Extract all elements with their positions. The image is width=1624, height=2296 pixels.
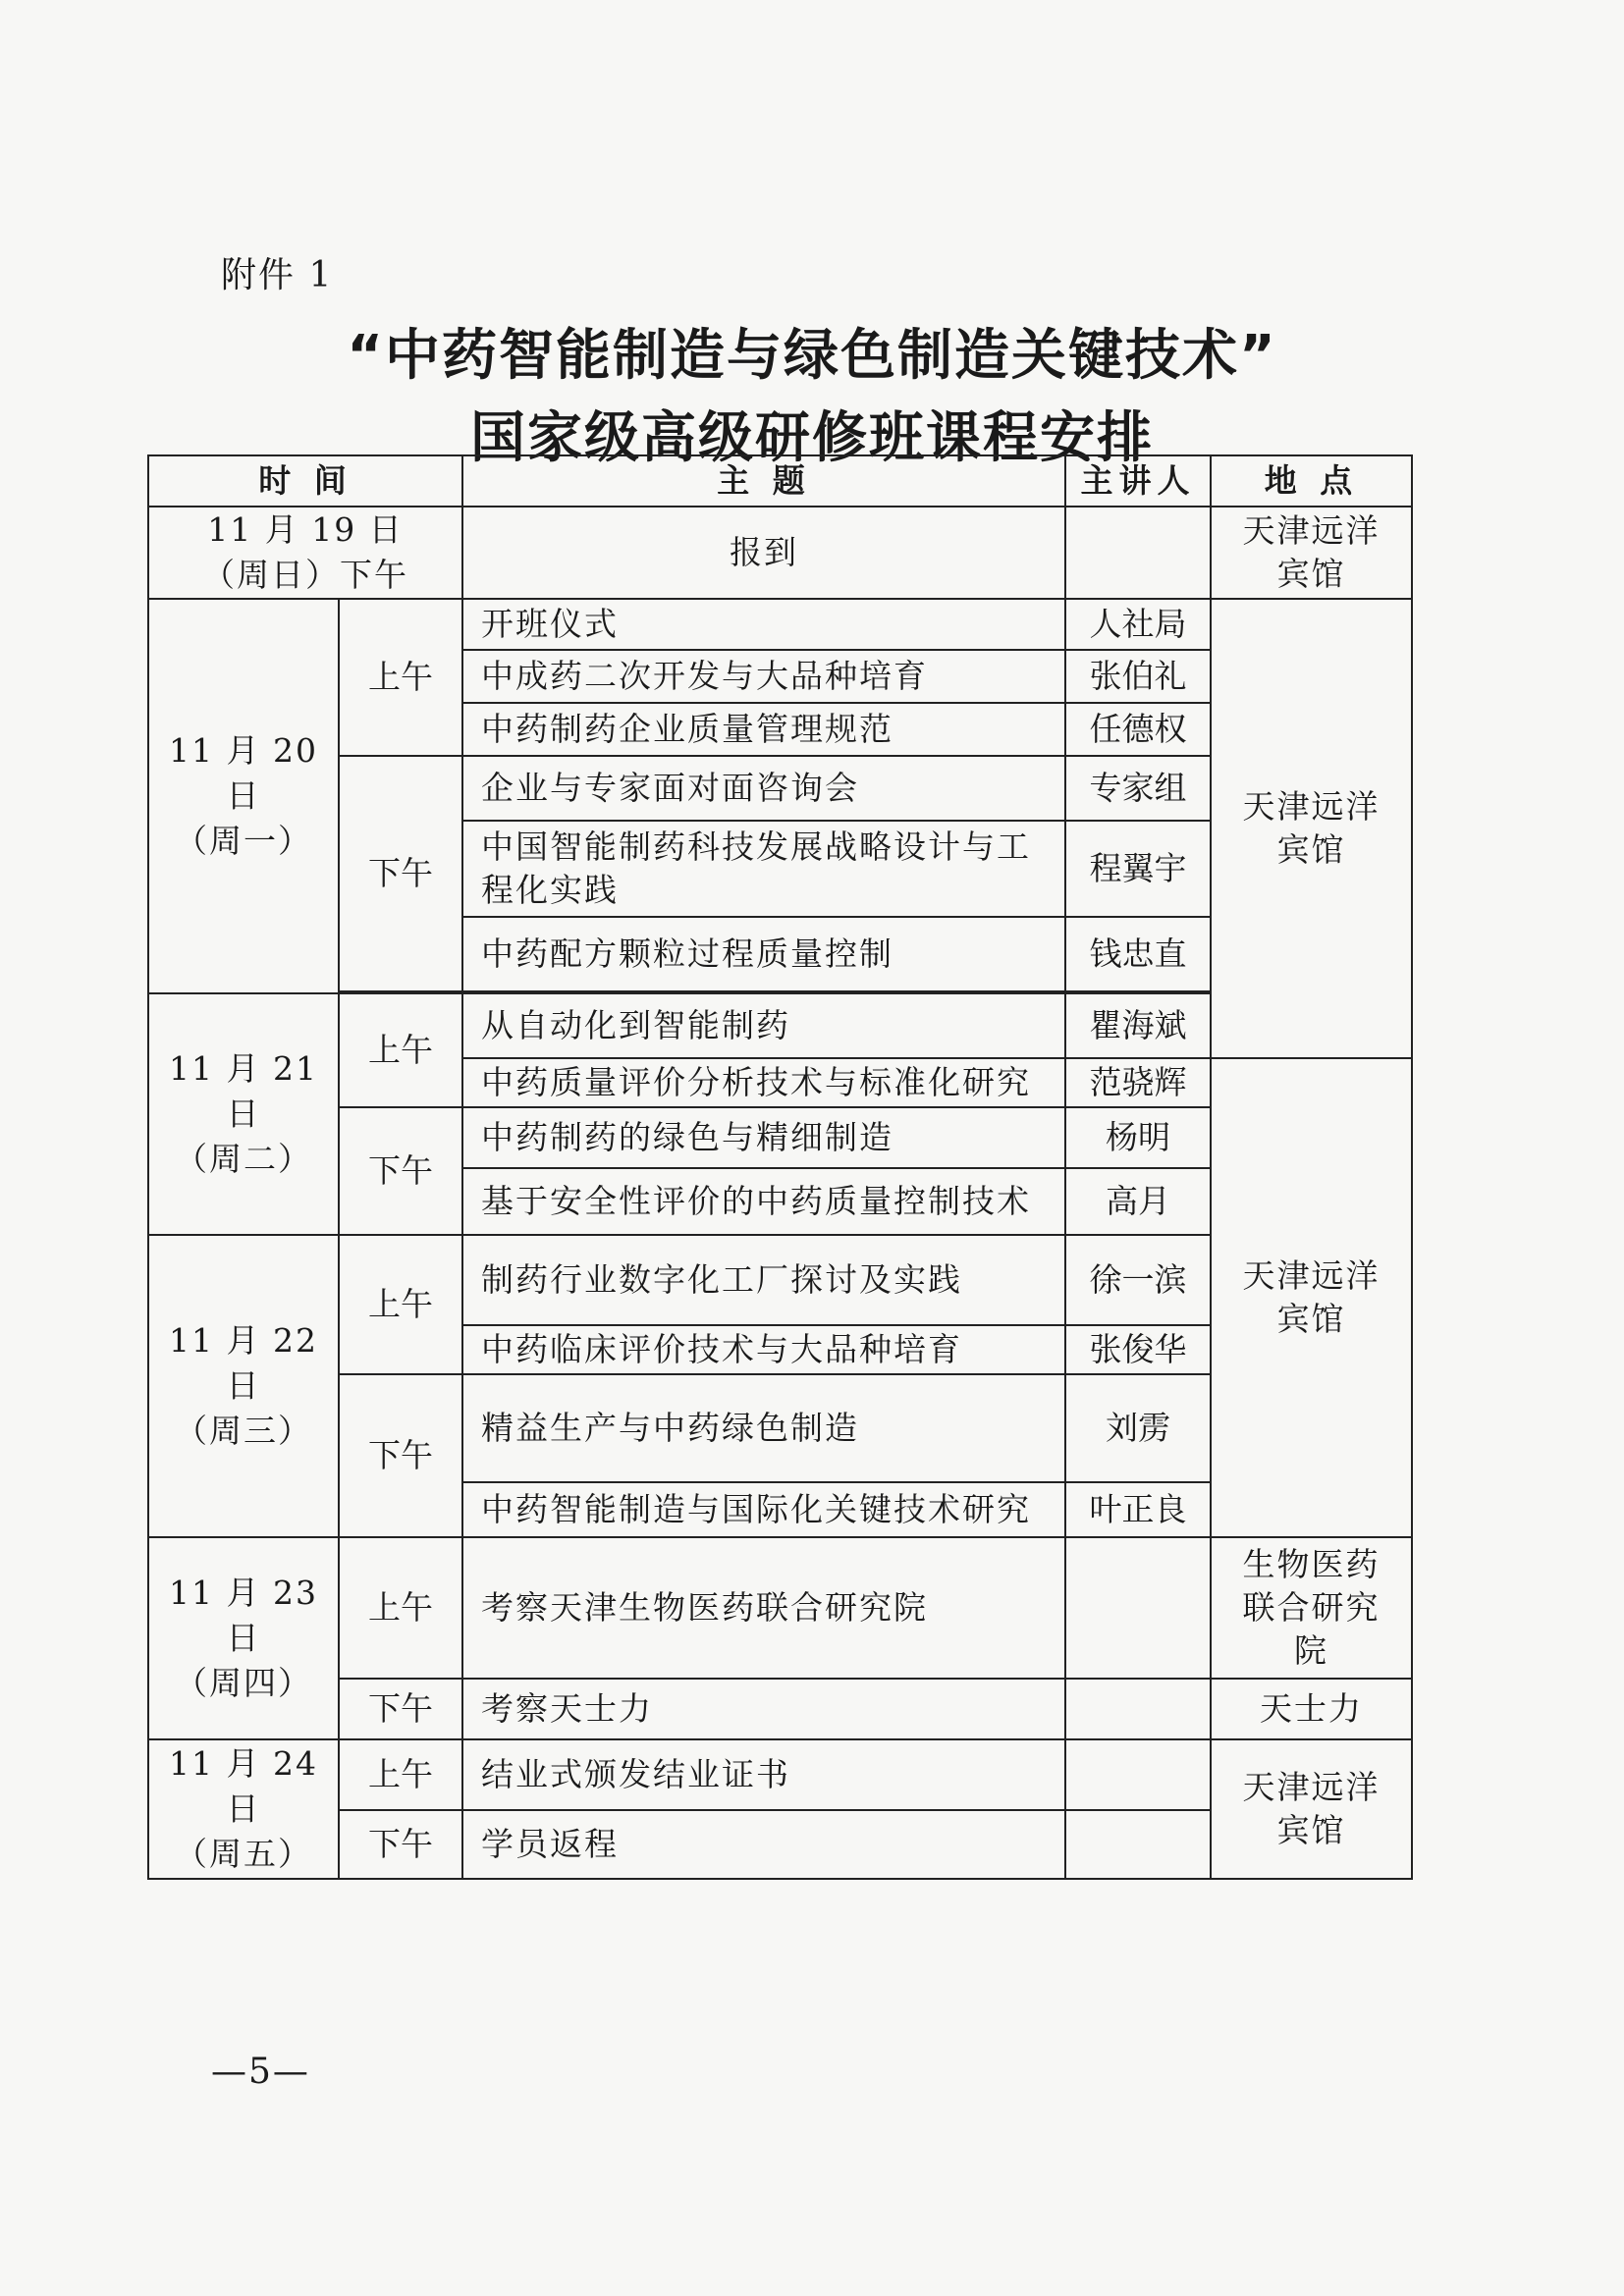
location-cell — [1211, 507, 1412, 599]
speaker-cell: 高月 — [1065, 1168, 1211, 1235]
topic-cell: 基于安全性评价的中药质量控制技术 — [462, 1168, 1065, 1235]
topic-cell: 开班仪式 — [462, 599, 1065, 650]
location-line: 院 — [1294, 1631, 1328, 1670]
location-line: 天津远洋 — [1242, 1256, 1380, 1295]
location-line: 生物医药 — [1242, 1545, 1380, 1583]
date-cell — [148, 993, 339, 1235]
speaker-cell: 徐一滨 — [1065, 1235, 1211, 1325]
topic-cell: 报到 — [462, 507, 1065, 599]
weekday-text: （周三） — [175, 1412, 312, 1450]
title-line-1: “中药智能制造与绿色制造关键技术” — [347, 324, 1277, 388]
period-am: 上午 — [339, 993, 462, 1107]
topic-cell: 从自动化到智能制药 — [462, 993, 1065, 1058]
topic-cell: 中药制药的绿色与精细制造 — [462, 1107, 1065, 1168]
period-pm: 下午 — [339, 1679, 462, 1739]
weekday-text: （周二） — [175, 1140, 312, 1178]
topic-cell: 结业式颁发结业证书 — [462, 1739, 1065, 1810]
period-am: 上午 — [339, 1739, 462, 1810]
date-cell — [148, 507, 462, 599]
period-am: 上午 — [339, 1537, 462, 1679]
date-text: 11 月 23 日 — [169, 1574, 318, 1657]
location-cell — [1211, 1739, 1412, 1879]
location-line: 天津远洋 — [1242, 1768, 1380, 1806]
location-line: 宾馆 — [1276, 830, 1346, 869]
topic-cell: 制药行业数字化工厂探讨及实践 — [462, 1235, 1065, 1325]
speaker-cell: 叶正良 — [1065, 1482, 1211, 1537]
weekday-text: （周四） — [175, 1664, 312, 1702]
date-text: 11 月 22 日 — [169, 1321, 318, 1405]
location-cell — [1211, 599, 1412, 1058]
weekday-text: （周五） — [175, 1835, 312, 1873]
title-line-2: 国家级高级研修班课程安排 — [470, 406, 1154, 470]
location-line: 联合研究 — [1242, 1588, 1380, 1627]
date-text: 11 月 19 日 — [207, 510, 404, 549]
date-cell — [148, 1739, 339, 1879]
topic-cell: 考察天津生物医药联合研究院 — [462, 1537, 1065, 1679]
speaker-cell: 张伯礼 — [1065, 650, 1211, 703]
attachment-label: 附件 1 — [221, 255, 334, 295]
speaker-cell: 杨明 — [1065, 1107, 1211, 1168]
speaker-cell: 任德权 — [1065, 703, 1211, 756]
date-cell — [148, 1235, 339, 1537]
topic-cell: 考察天士力 — [462, 1679, 1065, 1739]
date-text: 11 月 24 日 — [169, 1744, 318, 1828]
location-line: 天津远洋 — [1242, 511, 1380, 550]
speaker-cell — [1065, 507, 1211, 599]
header-topic: 主 题 — [462, 455, 1065, 507]
topic-cell: 中药智能制造与国际化关键技术研究 — [462, 1482, 1065, 1537]
location-cell: 天士力 — [1211, 1679, 1412, 1739]
table-row — [148, 507, 1412, 599]
header-time: 时 间 — [148, 455, 462, 507]
topic-cell: 学员返程 — [462, 1810, 1065, 1879]
header-row — [148, 455, 1412, 507]
speaker-cell: 钱忠直 — [1065, 917, 1211, 991]
weekday-text: （周一） — [175, 822, 312, 860]
topic-cell: 企业与专家面对面咨询会 — [462, 756, 1065, 821]
date-text: 11 月 20 日 — [169, 731, 318, 815]
period-pm: 下午 — [339, 1107, 462, 1235]
date-cell — [148, 599, 339, 993]
period-pm: 下午 — [339, 1374, 462, 1537]
topic-cell: 中药制药企业质量管理规范 — [462, 703, 1065, 756]
table-row — [148, 1537, 1412, 1679]
topic-cell: 精益生产与中药绿色制造 — [462, 1374, 1065, 1482]
period-pm: 下午 — [339, 756, 462, 991]
speaker-cell: 刘雳 — [1065, 1374, 1211, 1482]
location-line: 宾馆 — [1276, 1811, 1346, 1849]
table-row — [148, 599, 1412, 650]
location-line: 宾馆 — [1276, 1300, 1346, 1338]
location-cell — [1211, 1537, 1412, 1679]
topic-cell: 中药临床评价技术与大品种培育 — [462, 1325, 1065, 1374]
speaker-cell: 张俊华 — [1065, 1325, 1211, 1374]
topic-cell: 中国智能制药科技发展战略设计与工程化实践 — [462, 821, 1065, 917]
period-am: 上午 — [339, 1235, 462, 1374]
speaker-cell: 程翼宇 — [1065, 821, 1211, 917]
speaker-cell — [1065, 1537, 1211, 1679]
speaker-cell: 人社局 — [1065, 599, 1211, 650]
date-cell — [148, 1537, 339, 1739]
table-row — [148, 1679, 1412, 1739]
header-speaker: 主讲人 — [1065, 455, 1211, 507]
page-number: —5— — [211, 2052, 310, 2092]
weekday-text: （周日）下午 — [202, 556, 408, 594]
schedule-table — [147, 454, 1413, 1880]
topic-cell: 中药质量评价分析技术与标准化研究 — [462, 1058, 1065, 1107]
topic-cell: 中药配方颗粒过程质量控制 — [462, 917, 1065, 991]
header-location: 地 点 — [1211, 455, 1412, 507]
topic-cell: 中成药二次开发与大品种培育 — [462, 650, 1065, 703]
table-row — [148, 1739, 1412, 1810]
speaker-cell: 范骁辉 — [1065, 1058, 1211, 1107]
speaker-cell — [1065, 1739, 1211, 1810]
speaker-cell — [1065, 1679, 1211, 1739]
speaker-cell: 瞿海斌 — [1065, 993, 1211, 1058]
date-text: 11 月 21 日 — [169, 1049, 318, 1133]
speaker-cell — [1065, 1810, 1211, 1879]
period-am: 上午 — [339, 599, 462, 756]
location-line: 天津远洋 — [1242, 787, 1380, 826]
speaker-cell: 专家组 — [1065, 756, 1211, 821]
location-cell — [1211, 1058, 1412, 1537]
period-pm: 下午 — [339, 1810, 462, 1879]
location-line: 宾馆 — [1276, 555, 1346, 593]
